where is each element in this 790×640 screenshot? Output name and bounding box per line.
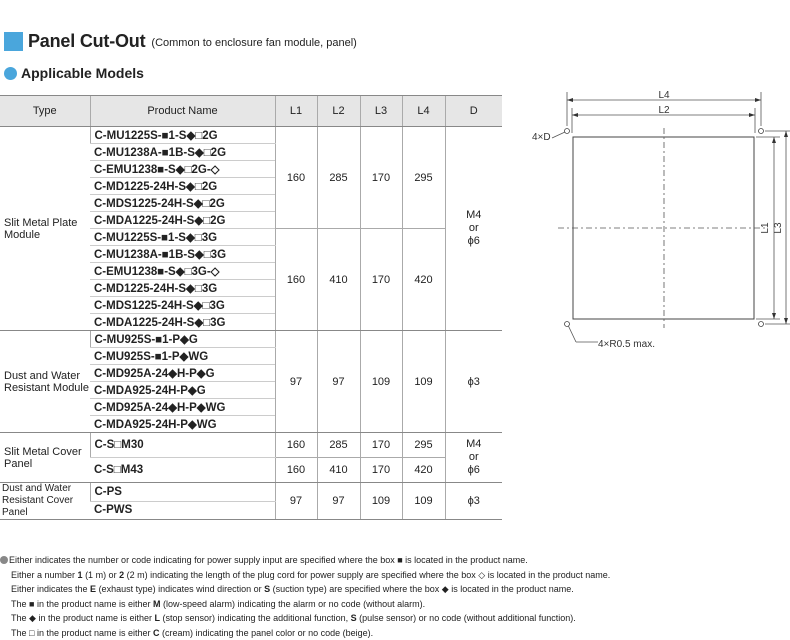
table-row [0,483,502,502]
l4-cell: 420 [402,229,445,331]
notes [0,553,610,640]
product-name: C-MD925A-24◆H-P◆WG [90,399,275,416]
type-cell: Dust and Water Resistant Cover Panel [0,483,90,520]
product-name: C-MD925A-24◆H-P◆G [90,365,275,382]
dim-label-l3: L3 [773,222,784,234]
column-header-l3: L3 [360,96,402,127]
l4-cell: 109 [402,331,445,433]
d-cell: M4 or ϕ6 [445,127,502,331]
note-2: Either a number 1 (1 m) or 2 (2 m) indicating the length of the plug cord for power supply are specified where the box ◇ is located in the product name. [0,568,610,583]
product-name: C-S□M43 [90,458,275,483]
product-name: C-MU1238A-■1B-S◆□3G [90,246,275,263]
l1-cell: 160 [275,433,317,458]
column-header-l2: L2 [317,96,360,127]
product-name: C-MDA925-24H-P◆WG [90,416,275,433]
models-table [0,95,502,520]
product-name: C-EMU1238■-S◆□2G-◇ [90,161,275,178]
type-cell: Dust and Water Resistant Module [0,331,90,433]
dim-label-l1: L1 [760,222,771,234]
l1-cell: 160 [275,127,317,229]
d-cell: ϕ3 [445,331,502,433]
product-name: C-MD1225-24H-S◆□2G [90,178,275,195]
l2-cell: 410 [317,229,360,331]
product-name: C-S□M30 [90,433,275,458]
product-name: C-PS [90,483,275,502]
product-name: C-MDA1225-24H-S◆□2G [90,212,275,229]
l4-cell: 420 [402,458,445,483]
section-heading-row [4,64,144,82]
l3-cell: 170 [360,433,402,458]
d-cell: M4 or ϕ6 [445,433,502,483]
column-header-type: Type [0,96,90,127]
l3-cell: 109 [360,483,402,520]
note-1: Either indicates the number or code indicating for power supply input are specified where the box ■ is located in the product name. [0,553,610,568]
page-title-row [4,30,357,52]
column-header-l1: L1 [275,96,317,127]
hole-label: 4×D [532,132,551,143]
l3-cell: 170 [360,229,402,331]
l3-cell: 170 [360,127,402,229]
note-5: The ◆ in the product name is either L (stop sensor) indicating the additional function, S (pulse sensor) or no code (without additional function). [0,611,610,626]
product-name: C-MU1238A-■1B-S◆□2G [90,144,275,161]
table-row [0,127,502,144]
l2-cell: 97 [317,331,360,433]
note-6: The □ in the product name is either C (cream) indicating the panel color or no code (beige). [0,626,610,640]
product-name: C-PWS [90,501,275,520]
product-name: C-EMU1238■-S◆□3G-◇ [90,263,275,280]
table-header-row [0,96,502,127]
product-name: C-MDA925-24H-P◆G [90,382,275,399]
page-subtitle: (Common to enclosure fan module, panel) [151,37,356,49]
radius-label: 4×R0.5 max. [598,339,655,350]
l4-cell: 109 [402,483,445,520]
product-name: C-MU1225S-■1-S◆□2G [90,127,275,144]
circle-bullet-icon [4,67,17,80]
panel-cutout-diagram [518,88,790,358]
note-4: The ■ in the product name is either M (low-speed alarm) indicating the alarm or no code (without alarm). [0,597,610,612]
dim-label-l4: L4 [658,90,670,101]
title-square-icon [4,32,23,51]
l2-cell: 285 [317,127,360,229]
table-row [0,433,502,458]
column-header-product: Product Name [90,96,275,127]
product-name: C-MU1225S-■1-S◆□3G [90,229,275,246]
column-header-d: D [445,96,502,127]
product-name: C-MD1225-24H-S◆□3G [90,280,275,297]
d-cell: ϕ3 [445,483,502,520]
product-name: C-MDS1225-24H-S◆□3G [90,297,275,314]
l1-cell: 160 [275,229,317,331]
l1-cell: 97 [275,331,317,433]
type-cell: Slit Metal Cover Panel [0,433,90,483]
product-name: C-MDA1225-24H-S◆□3G [90,314,275,331]
type-cell: Slit Metal Plate Module [0,127,90,331]
product-name: C-MDS1225-24H-S◆□2G [90,195,275,212]
table-row [0,331,502,348]
l4-cell: 295 [402,433,445,458]
column-header-l4: L4 [402,96,445,127]
l3-cell: 170 [360,458,402,483]
dim-label-l2: L2 [658,105,670,116]
l2-cell: 410 [317,458,360,483]
page-title: Panel Cut-Out [28,31,145,52]
l2-cell: 97 [317,483,360,520]
product-name: C-MU925S-■1-P◆WG [90,348,275,365]
section-heading: Applicable Models [21,65,144,81]
note-bullet-icon [0,556,8,564]
l1-cell: 97 [275,483,317,520]
product-name: C-MU925S-■1-P◆G [90,331,275,348]
l1-cell: 160 [275,458,317,483]
l3-cell: 109 [360,331,402,433]
note-3: Either indicates the E (exhaust type) indicates wind direction or S (suction type) are specified where the box ◆ is located in the product name. [0,582,610,597]
l4-cell: 295 [402,127,445,229]
l2-cell: 285 [317,433,360,458]
